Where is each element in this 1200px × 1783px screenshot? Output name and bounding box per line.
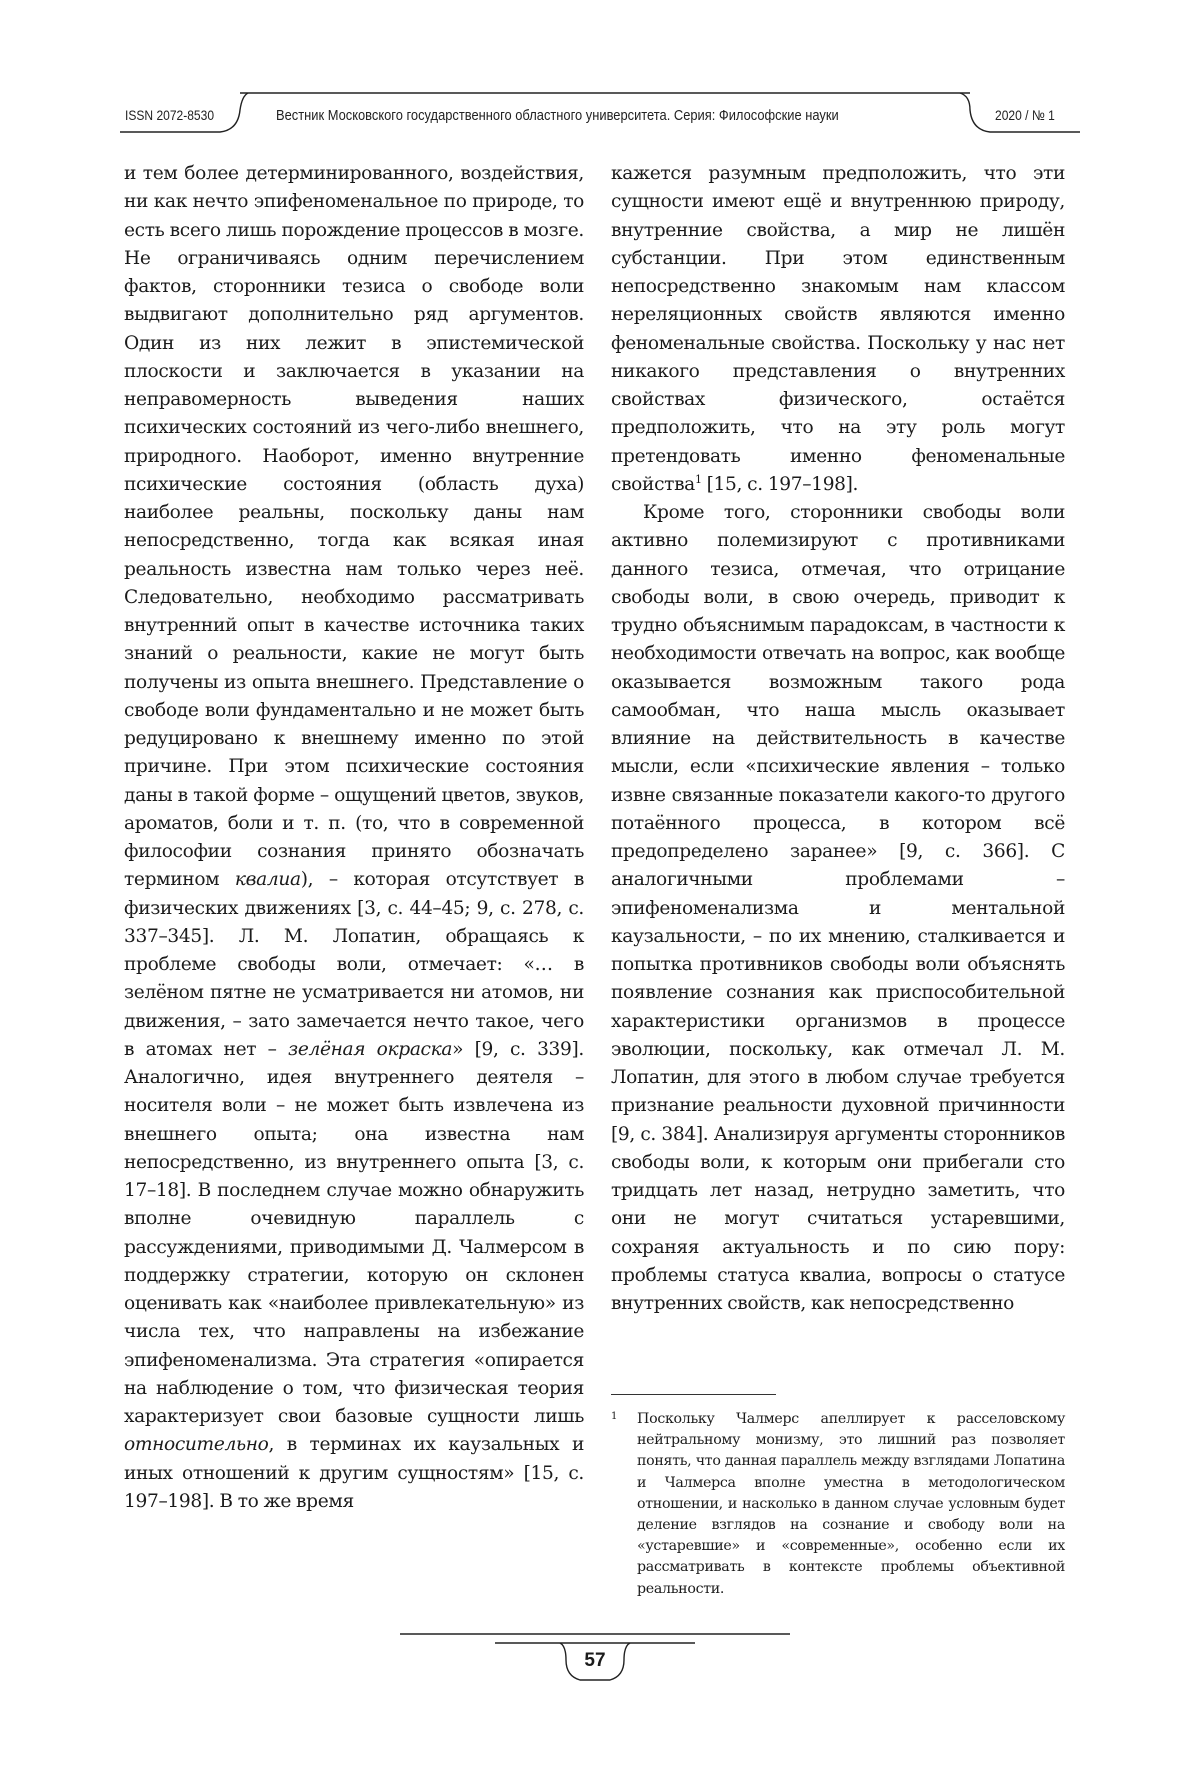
- italic-quote-green: зелёная окраска: [288, 1038, 453, 1060]
- page-number: 57: [584, 1650, 606, 1671]
- right-paragraph-continued: [611, 160, 1065, 499]
- left-column: [124, 160, 584, 1516]
- left-paragraph: [124, 160, 584, 1516]
- text-run: [15, с. 197–198].: [701, 473, 859, 495]
- footnote: [611, 1409, 1065, 1600]
- running-header: [120, 88, 1080, 148]
- text-run: ), – которая отсутствует в физических движениях [3, с. 44–45; 9, с. 278, с. 337–345]. Л. М. Лопатин, обращаясь к проблеме свободы воли, отмечает: «… в зелёном пятне не усматривается ни атомов, ни движения, – зато замечается нечто такое, чего в атомах нет –: [124, 869, 584, 1060]
- text-run: » [9, с. 339]. Аналогично, идея внутреннего деятеля – носителя воли – не может быть извлечена из внешнего опыта; она известна нам непосредственно, из внутреннего опыта [3, с. 17–18]. В последнем случае можно обнаружить вполне очевидную параллель с рассуждениями, приводимыми Д. Чалмерсом в поддержку стратегии, которую он склонен оценивать как «наиболее привлекательную» из числа тех, что направлены на избежание эпифеноменализма. Эта стратегия «опирается на наблюдение о том, что физическая теория характеризует свои базовые сущности лишь: [124, 1038, 584, 1427]
- footnote-mark: 1: [611, 1411, 618, 1422]
- issue-label: 2020 / № 1: [995, 107, 1055, 123]
- italic-term-qualia: квалиа: [234, 869, 301, 891]
- footnote-text: Поскольку Чалмерс апеллирует к расселовскому нейтральному монизму, это лишний раз позволяет понять, что данная параллель между взглядами Лопатина и Чалмерса вполне уместна в методологическом отношении, и насколько в данном случае условным будет деление взглядов на сознание и свободу воли на «устаревшие» и «современные», особенно если их рассматривать в контексте проблемы объективной реальности.: [637, 1411, 1065, 1597]
- issn-label: ISSN 2072-8530: [125, 107, 215, 123]
- journal-title: Вестник Московского государственного областного университета. Серия: Философские науки: [276, 107, 839, 124]
- footnote-reference[interactable]: 1: [694, 472, 702, 486]
- right-column: [611, 160, 1065, 1318]
- text-run: кажется разумным предположить, что эти сущности имеют ещё и внутреннюю природу, внутренние свойства, а мир не лишён субстанции. При этом единственным непосредственно знакомым нам классом нереляционных свойств являются именно феноменальные свойства. Поскольку у нас нет никакого представления о внутренних свойствах физического, остаётся предположить, что на эту роль могут претендовать именно феноменальные свойства: [611, 163, 1065, 495]
- footnote-divider: [611, 1394, 776, 1395]
- right-paragraph: Кроме того, сторонники свободы воли активно полемизируют с противниками данного тезиса, отмечая, что отрицание свободы воли, в свою очередь, приводит к трудно объяснимым парадоксам, в частности к необходимости отвечать на вопрос, как вообще оказывается возможным такого рода самообман, что наша мысль оказывает влияние на действительность в качестве мысли, если «психические явления – только извне связанные показатели какого-то другого потаённого процесса, в котором всё предопределено заранее» [9, с. 366]. С аналогичными проблемами – эпифеноменализма и ментальной каузальности, – по их мнению, сталкивается и попытка противников свободы воли объяснять появление сознания как приспособительной характеристики организмов в процессе эволюции, поскольку, как отмечал Л. М. Лопатин, для этого в любом случае требуется признание реальности духовной причинности [9, с. 384]. Анализируя аргументы сторонников свободы воли, к которым они прибегали сто тридцать лет назад, нетрудно заметить, что они не могут считаться устаревшими, сохраняя актуальность и по сию пору: проблемы статуса квалиа, вопросы о статусе внутренних свойств, как непосредственно: [611, 502, 1065, 1314]
- text-run: и тем более детерминированного, воздействия, ни как нечто эпифеноменальное по природе, то есть всего лишь порождение процессов в мозге. Не ограничиваясь одним перечислением фактов, сторонники тезиса о свободе воли выдвигают дополнительно ряд аргументов. Один из них лежит в эпистемической плоскости и заключается в указании на неправомерность выведения наших психических состояний из чего-либо внешнего, природного. Наоборот, именно внутренние психические состояния (область духа) наиболее реальны, поскольку даны нам непосредственно, тогда как всякая иная реальность известна нам только через неё. Следовательно, необходимо рассматривать внутренний опыт в качестве источника таких знаний о реальности, какие не могут быть получены из опыта внешнего. Представление о свободе воли фундаментально и не может быть редуцировано к внешнему именно по этой причине. При этом психические состояния даны в такой форме – ощущений цветов, звуков, ароматов, боли и т. п. (то, что в современной философии сознания принято обозначать термином: [124, 163, 584, 891]
- page-footer: [400, 1628, 790, 1698]
- text-run: , в терминах их каузальных и иных отношений к другим сущностям» [15, с. 197–198]. В то же время: [124, 1434, 584, 1512]
- italic-term-relatively: относительно: [124, 1434, 269, 1456]
